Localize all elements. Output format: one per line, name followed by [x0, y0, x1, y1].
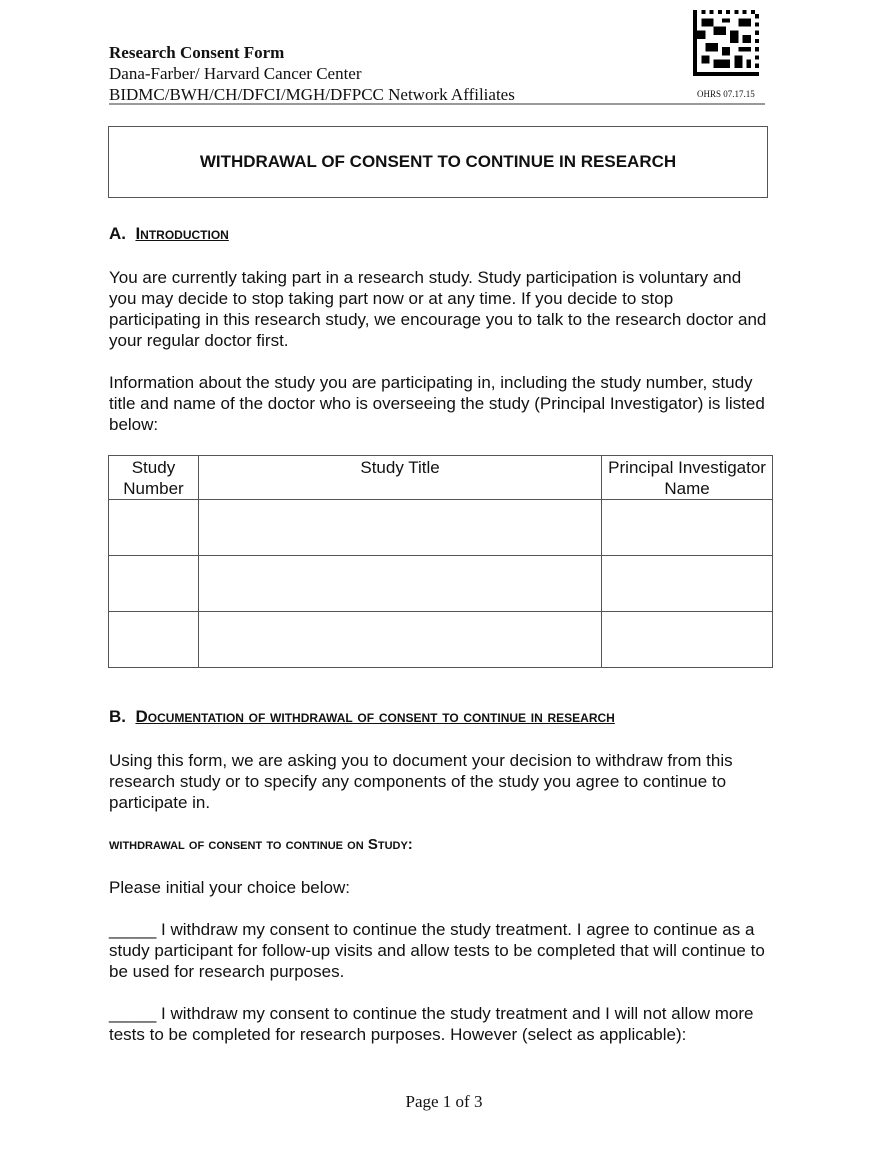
study-title-cell[interactable] [198, 612, 601, 668]
institution-name: Dana-Farber/ Harvard Cancer Center [109, 64, 362, 83]
study-number-cell[interactable] [109, 612, 199, 668]
withdrawal-subheading: withdrawal of consent to continue on Study: [109, 836, 413, 853]
form-header [109, 42, 769, 105]
table-row [109, 612, 773, 668]
table-header-row [109, 456, 773, 500]
barcode-icon [693, 10, 759, 76]
intro-paragraph: You are currently taking part in a research study. Study participation is voluntary and you may decide to stop taking part now or at any time. If you decide to stop participating in this research study, we encourage you to talk to the research doctor and your regular doctor first. [109, 268, 767, 350]
table-row [109, 500, 773, 556]
form-title: Research Consent Form [109, 43, 285, 62]
section-b-letter: B. [109, 707, 126, 726]
study-number-cell[interactable] [109, 556, 199, 612]
section-b-heading [109, 707, 615, 727]
section-a-letter: A. [109, 224, 126, 243]
pi-name-cell[interactable] [602, 500, 773, 556]
header-divider [109, 103, 765, 105]
study-info-paragraph: Information about the study you are participating in, including the study number, study title and name of the doctor who is overseeing the study (Principal Investigator) is listed below: [109, 373, 765, 434]
initial-instruction: Please initial your choice below: [109, 878, 350, 897]
document-title: WITHDRAWAL OF CONSENT TO CONTINUE IN RESEARCH [199, 152, 677, 171]
study-number-cell[interactable] [109, 500, 199, 556]
section-a-heading [109, 224, 229, 244]
page-number: Page 1 of 3 [405, 1092, 483, 1111]
form-code: OHRS 07.17.15 [697, 89, 755, 99]
study-title-header: Study Title [198, 456, 601, 500]
documentation-paragraph: Using this form, we are asking you to document your decision to withdraw from this research study or to specify any components of the study you agree to continue to participate in. [109, 751, 733, 812]
section-a-title: Introduction [135, 224, 229, 243]
pi-name-cell[interactable] [602, 612, 773, 668]
withdrawal-option-1[interactable]: _____ I withdraw my consent to continue the study treatment. I agree to continue as a study participant for follow-up visits and allow tests to be completed that will continue to be used for research purposes. [109, 920, 765, 981]
withdrawal-option-2[interactable]: _____ I withdraw my consent to continue the study treatment and I will not allow more tests to be completed for research purposes. However (select as applicable): [109, 1004, 754, 1044]
section-b-title: Documentation of withdrawal of consent to continue in research [135, 707, 615, 726]
study-table [108, 455, 773, 668]
study-number-header: Study Number [109, 456, 199, 500]
document-title-box [108, 126, 768, 198]
study-title-cell[interactable] [198, 500, 601, 556]
pi-name-cell[interactable] [602, 556, 773, 612]
table-row [109, 556, 773, 612]
study-title-cell[interactable] [198, 556, 601, 612]
network-affiliates: BIDMC/BWH/CH/DFCI/MGH/DFPCC Network Affiliates [109, 85, 515, 104]
pi-name-header: Principal Investigator Name [602, 456, 773, 500]
